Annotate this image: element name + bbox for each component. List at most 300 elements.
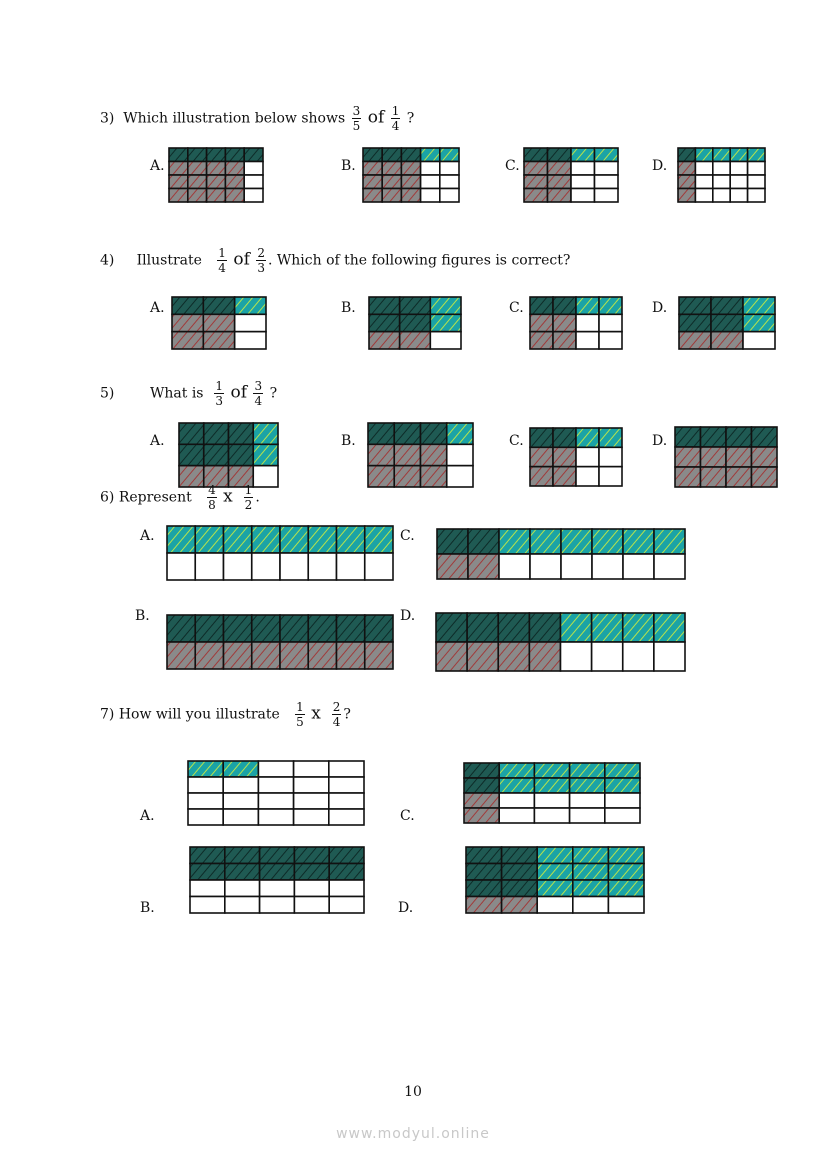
grid-cell — [730, 148, 747, 162]
grid-cell — [447, 466, 473, 487]
grid-cell — [179, 423, 204, 444]
fraction-grid-6d[interactable] — [435, 612, 686, 672]
grid-cell — [401, 175, 420, 189]
grid-cell — [421, 444, 447, 465]
grid-cell — [363, 148, 382, 162]
grid-cell — [701, 447, 727, 467]
grid-cell — [447, 423, 473, 444]
grid-cell — [294, 880, 329, 897]
grid-cell — [537, 880, 573, 897]
watermark: www.modyul.online — [336, 1126, 490, 1142]
grid-cell — [553, 447, 576, 466]
grid-cell — [244, 162, 263, 176]
fraction-grid-7c[interactable] — [463, 762, 641, 824]
grid-cell — [679, 297, 711, 314]
grid-cell — [225, 897, 260, 914]
of-word: of — [230, 382, 248, 403]
grid-cell — [576, 447, 599, 466]
grid-cell — [363, 189, 382, 203]
grid-cell — [169, 162, 188, 176]
grid-cell — [499, 529, 530, 554]
fraction-grid-5d[interactable] — [674, 426, 778, 488]
fraction-grid-4a[interactable] — [171, 296, 267, 350]
grid-cell — [623, 529, 654, 554]
grid-cell — [553, 467, 576, 486]
grid-cell — [204, 423, 229, 444]
grid-cell — [167, 642, 195, 669]
grid-cell — [365, 642, 393, 669]
grid-cell — [695, 189, 712, 203]
grid-cell — [576, 314, 599, 331]
grid-cell — [570, 808, 605, 823]
grid-cell — [570, 793, 605, 808]
grid-cell — [573, 847, 609, 864]
grid-cell — [530, 314, 553, 331]
question-text-end: . — [255, 489, 260, 506]
grid-cell — [534, 778, 569, 793]
grid-cell — [294, 897, 329, 914]
grid-cell — [337, 642, 365, 669]
grid-cell — [369, 332, 400, 349]
question-text: Represent — [118, 489, 192, 506]
fraction-grid-7d[interactable] — [465, 846, 645, 914]
grid-cell — [752, 447, 778, 467]
grid-cell — [447, 444, 473, 465]
grid-cell — [571, 175, 595, 189]
question-6 — [100, 483, 260, 512]
grid-cell — [570, 778, 605, 793]
grid-cell — [743, 297, 775, 314]
grid-cell — [195, 526, 223, 553]
fraction: $\frac{1}{2}$ — [244, 483, 253, 512]
grid-cell — [430, 314, 461, 331]
option-d-label: D. — [400, 608, 416, 624]
grid-cell — [329, 880, 364, 897]
grid-cell — [229, 423, 254, 444]
grid-cell — [726, 427, 752, 447]
question-number: 3) — [100, 110, 115, 127]
grid-cell — [253, 444, 278, 465]
grid-cell — [368, 444, 394, 465]
grid-cell — [654, 642, 685, 671]
fraction-grid-3d[interactable] — [677, 147, 766, 203]
grid-cell — [203, 297, 234, 314]
question-5 — [100, 379, 277, 408]
grid-cell — [225, 847, 260, 864]
grid-cell — [468, 529, 499, 554]
grid-cell — [294, 793, 329, 809]
fraction: $\frac{1}{4}$ — [391, 104, 400, 133]
grid-cell — [711, 332, 743, 349]
grid-cell — [368, 423, 394, 444]
grid-cell — [548, 162, 572, 176]
grid-cell — [752, 427, 778, 447]
option-b-label: B. — [341, 300, 356, 316]
grid-cell — [571, 148, 595, 162]
fraction-grid-4d[interactable] — [678, 296, 776, 350]
option-d-label: D. — [652, 433, 668, 449]
fraction-grid-5c[interactable] — [529, 427, 623, 487]
grid-cell — [225, 148, 244, 162]
grid-cell — [701, 427, 727, 447]
option-c-label: C. — [509, 433, 524, 449]
grid-cell — [623, 554, 654, 579]
grid-cell — [294, 847, 329, 864]
grid-cell — [308, 615, 336, 642]
grid-cell — [225, 175, 244, 189]
grid-cell — [235, 314, 266, 331]
grid-cell — [548, 189, 572, 203]
grid-cell — [203, 332, 234, 349]
grid-cell — [252, 642, 280, 669]
grid-cell — [524, 162, 548, 176]
grid-cell — [530, 529, 561, 554]
grid-cell — [675, 447, 701, 467]
grid-cell — [713, 162, 730, 176]
grid-cell — [530, 467, 553, 486]
fraction-grid-3a[interactable] — [168, 147, 264, 203]
grid-cell — [730, 189, 747, 203]
grid-cell — [466, 864, 502, 881]
grid-cell — [502, 864, 538, 881]
grid-cell — [337, 553, 365, 580]
grid-cell — [595, 148, 619, 162]
grid-cell — [195, 553, 223, 580]
grid-cell — [329, 793, 364, 809]
grid-cell — [730, 175, 747, 189]
fraction-grid-7a[interactable] — [187, 760, 365, 826]
times-sign: x — [311, 703, 321, 724]
grid-cell — [363, 175, 382, 189]
option-d-label: D. — [398, 900, 414, 916]
option-b-label: B. — [135, 608, 150, 624]
grid-cell — [401, 148, 420, 162]
grid-cell — [466, 847, 502, 864]
grid-cell — [225, 880, 260, 897]
grid-cell — [188, 809, 223, 825]
option-c-label: C. — [509, 300, 524, 316]
grid-cell — [595, 189, 619, 203]
grid-cell — [502, 847, 538, 864]
grid-cell — [605, 763, 640, 778]
grid-cell — [464, 808, 499, 823]
grid-cell — [571, 162, 595, 176]
grid-cell — [464, 793, 499, 808]
grid-cell — [499, 763, 534, 778]
grid-cell — [224, 526, 252, 553]
grid-cell — [726, 447, 752, 467]
grid-cell — [524, 148, 548, 162]
grid-cell — [207, 148, 226, 162]
grid-cell — [695, 148, 712, 162]
fraction-grid-6b[interactable] — [166, 614, 394, 670]
grid-cell — [678, 175, 695, 189]
grid-cell — [430, 297, 461, 314]
grid-cell — [678, 162, 695, 176]
grid-cell — [337, 526, 365, 553]
grid-cell — [548, 175, 572, 189]
grid-cell — [599, 428, 622, 447]
times-sign: x — [223, 486, 233, 507]
grid-cell — [294, 777, 329, 793]
grid-cell — [225, 189, 244, 203]
grid-cell — [394, 466, 420, 487]
grid-cell — [225, 864, 260, 881]
grid-cell — [608, 880, 644, 897]
grid-cell — [223, 761, 258, 777]
question-text-end: ? — [406, 110, 415, 127]
grid-cell — [534, 763, 569, 778]
grid-cell — [595, 175, 619, 189]
grid-cell — [172, 297, 203, 314]
grid-cell — [713, 189, 730, 203]
grid-cell — [748, 148, 765, 162]
grid-cell — [258, 793, 293, 809]
question-number: 7) — [100, 706, 115, 723]
fraction-grid-6c[interactable] — [436, 528, 686, 580]
grid-cell — [437, 554, 468, 579]
grid-cell — [365, 615, 393, 642]
grid-cell — [172, 332, 203, 349]
grid-cell — [561, 642, 592, 671]
grid-cell — [365, 553, 393, 580]
grid-cell — [599, 467, 622, 486]
grid-cell — [280, 553, 308, 580]
grid-cell — [537, 847, 573, 864]
grid-cell — [224, 615, 252, 642]
grid-cell — [188, 761, 223, 777]
grid-cell — [553, 314, 576, 331]
grid-cell — [440, 162, 459, 176]
grid-cell — [530, 554, 561, 579]
grid-cell — [464, 778, 499, 793]
grid-cell — [529, 642, 560, 671]
grid-cell — [499, 793, 534, 808]
fraction-grid-4b[interactable] — [368, 296, 462, 350]
grid-cell — [169, 189, 188, 203]
grid-cell — [592, 642, 623, 671]
grid-cell — [421, 189, 440, 203]
grid-cell — [308, 526, 336, 553]
question-text-end: ? — [269, 385, 278, 402]
question-7 — [100, 700, 351, 729]
grid-cell — [188, 175, 207, 189]
grid-cell — [573, 880, 609, 897]
grid-cell — [235, 297, 266, 314]
fraction-grid-3b[interactable] — [362, 147, 460, 203]
grid-cell — [711, 314, 743, 331]
option-a-label: A. — [150, 300, 165, 316]
option-d-label: D. — [652, 300, 668, 316]
grid-cell — [675, 467, 701, 487]
grid-cell — [570, 763, 605, 778]
grid-cell — [337, 615, 365, 642]
grid-cell — [467, 613, 498, 642]
grid-cell — [400, 297, 431, 314]
grid-cell — [401, 162, 420, 176]
grid-cell — [260, 864, 295, 881]
grid-cell — [280, 526, 308, 553]
grid-cell — [207, 162, 226, 176]
grid-cell — [260, 847, 295, 864]
grid-cell — [553, 428, 576, 447]
fraction: $\frac{2}{3}$ — [257, 246, 265, 275]
grid-cell — [252, 526, 280, 553]
fraction: $\frac{3}{5}$ — [352, 104, 361, 133]
fraction-grid-5b[interactable] — [367, 422, 474, 488]
grid-cell — [365, 526, 393, 553]
grid-cell — [592, 613, 623, 642]
grid-cell — [394, 423, 420, 444]
grid-cell — [576, 428, 599, 447]
grid-cell — [229, 444, 254, 465]
grid-cell — [608, 847, 644, 864]
grid-cell — [308, 642, 336, 669]
grid-cell — [605, 808, 640, 823]
grid-cell — [537, 864, 573, 881]
grid-cell — [499, 808, 534, 823]
grid-cell — [224, 642, 252, 669]
question-4 — [100, 246, 570, 275]
grid-cell — [440, 189, 459, 203]
grid-cell — [592, 554, 623, 579]
grid-cell — [701, 467, 727, 487]
grid-cell — [599, 297, 622, 314]
grid-cell — [573, 897, 609, 914]
grid-cell — [466, 897, 502, 914]
question-number: 4) — [100, 252, 115, 269]
grid-cell — [258, 777, 293, 793]
grid-cell — [253, 423, 278, 444]
grid-cell — [595, 162, 619, 176]
grid-cell — [678, 148, 695, 162]
grid-cell — [623, 613, 654, 642]
grid-cell — [172, 314, 203, 331]
grid-cell — [726, 467, 752, 487]
question-3 — [100, 104, 414, 133]
grid-cell — [294, 809, 329, 825]
grid-cell — [369, 297, 400, 314]
grid-cell — [679, 314, 711, 331]
grid-cell — [561, 613, 592, 642]
question-text-end: . Which of the following figures is correct? — [267, 252, 571, 269]
grid-cell — [430, 332, 461, 349]
fraction-grid-7b[interactable] — [189, 846, 365, 914]
grid-cell — [225, 162, 244, 176]
grid-cell — [260, 880, 295, 897]
grid-cell — [679, 332, 711, 349]
grid-cell — [308, 553, 336, 580]
grid-cell — [421, 423, 447, 444]
grid-cell — [711, 297, 743, 314]
grid-cell — [167, 553, 195, 580]
option-c-label: C. — [400, 808, 415, 824]
grid-cell — [329, 809, 364, 825]
grid-cell — [421, 466, 447, 487]
grid-cell — [436, 613, 467, 642]
grid-cell — [235, 332, 266, 349]
grid-cell — [529, 613, 560, 642]
fraction-grid-6a[interactable] — [166, 525, 394, 581]
grid-cell — [748, 162, 765, 176]
grid-cell — [502, 897, 538, 914]
question-text: Which illustration below shows — [123, 110, 346, 127]
grid-cell — [530, 297, 553, 314]
grid-cell — [561, 554, 592, 579]
grid-cell — [571, 189, 595, 203]
fraction: $\frac{3}{4}$ — [254, 379, 263, 408]
grid-cell — [329, 897, 364, 914]
grid-cell — [167, 615, 195, 642]
grid-cell — [530, 447, 553, 466]
grid-cell — [207, 189, 226, 203]
fraction-grid-4c[interactable] — [529, 296, 623, 350]
grid-cell — [599, 314, 622, 331]
fraction-grid-5a[interactable] — [178, 422, 279, 488]
grid-cell — [502, 880, 538, 897]
grid-cell — [252, 615, 280, 642]
grid-cell — [748, 175, 765, 189]
grid-cell — [675, 427, 701, 447]
grid-cell — [530, 332, 553, 349]
grid-cell — [179, 444, 204, 465]
fraction: $\frac{4}{8}$ — [208, 483, 216, 512]
question-text: What is — [149, 385, 204, 402]
grid-cell — [190, 897, 225, 914]
grid-cell — [592, 529, 623, 554]
grid-cell — [599, 332, 622, 349]
grid-cell — [169, 175, 188, 189]
question-text-end: ? — [343, 706, 351, 723]
grid-cell — [599, 447, 622, 466]
grid-cell — [169, 148, 188, 162]
grid-cell — [608, 864, 644, 881]
grid-cell — [695, 175, 712, 189]
grid-cell — [207, 175, 226, 189]
grid-cell — [188, 793, 223, 809]
option-c-label: C. — [505, 158, 520, 174]
grid-cell — [440, 175, 459, 189]
grid-cell — [280, 615, 308, 642]
grid-cell — [400, 332, 431, 349]
grid-cell — [605, 793, 640, 808]
grid-cell — [678, 189, 695, 203]
grid-cell — [188, 777, 223, 793]
option-a-label: A. — [140, 808, 155, 824]
option-d-label: D. — [652, 158, 668, 174]
question-number: 5) — [100, 385, 115, 402]
option-c-label: C. — [400, 528, 415, 544]
fraction: $\frac{1}{3}$ — [215, 379, 224, 408]
grid-cell — [524, 189, 548, 203]
fraction-grid-3c[interactable] — [523, 147, 619, 203]
grid-cell — [576, 467, 599, 486]
grid-cell — [498, 642, 529, 671]
of-word: of — [233, 249, 250, 270]
grid-cell — [368, 466, 394, 487]
grid-cell — [421, 175, 440, 189]
option-a-label: A. — [150, 158, 165, 174]
option-a-label: A. — [140, 528, 155, 544]
page-number: 10 — [404, 1084, 422, 1100]
grid-cell — [244, 148, 263, 162]
grid-cell — [695, 162, 712, 176]
grid-cell — [195, 642, 223, 669]
grid-cell — [534, 793, 569, 808]
fraction: $\frac{2}{4}$ — [332, 700, 341, 729]
grid-cell — [530, 428, 553, 447]
grid-cell — [553, 297, 576, 314]
